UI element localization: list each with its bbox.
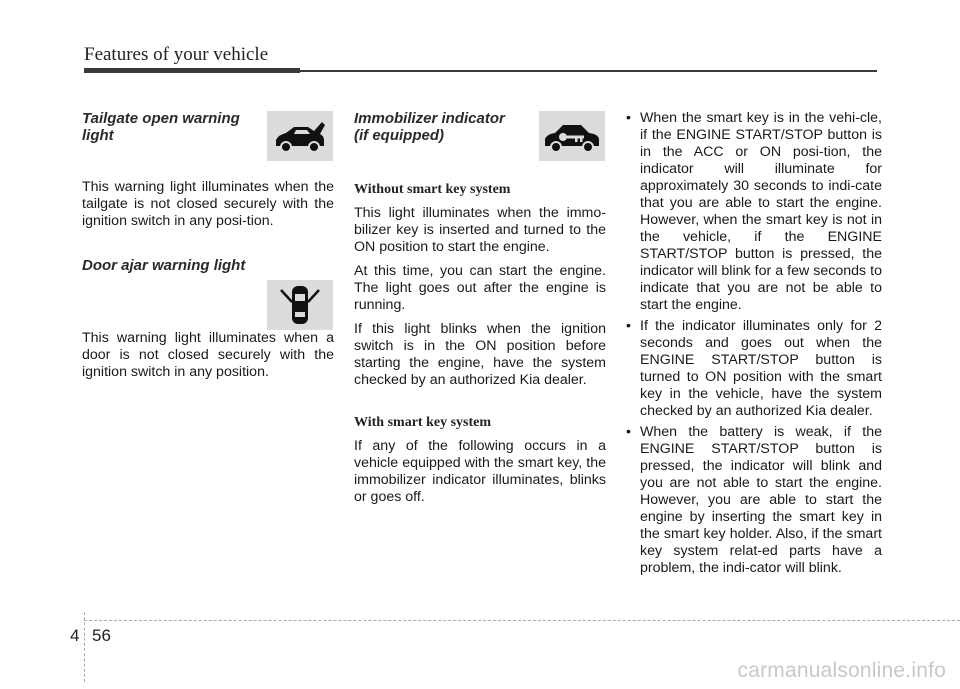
bullet-item-2: • If the indicator illuminates only for 2 seconds and goes out when the ENGINE START/STOP button is turned to ON position with the smart key in the vehicle, have the system checked by an authorized Kia dealer.	[624, 318, 882, 420]
door-ajar-icon	[267, 280, 333, 330]
footer-rule	[84, 620, 960, 621]
header-rule-thin	[300, 70, 877, 72]
watermark-text: carmanualsonline.info	[737, 659, 946, 682]
without-paragraph-3: If this light blinks when the ignition switch is in the ON position before starting the engine, have the system checked by an authorized Kia dealer.	[354, 321, 606, 388]
column-2	[354, 110, 606, 506]
with-paragraph-1: If any of the following occurs in a vehicle equipped with the smart key, the immobilizer indicator illuminates, blinks or goes off.	[354, 438, 606, 505]
immobilizer-car-key-icon	[539, 111, 605, 161]
immobilizer-heading-line2: (if equipped)	[354, 127, 444, 144]
bullet-item-3: • When the battery is weak, if the ENGINE START/STOP button is pressed, the indicator will blink and you are not able to start the engine. However, you are able to start the engine by inserting the smart key in the smart key holder. Also, if the smart key system relat-ed parts have a problem, the indi-cator will blink.	[624, 424, 882, 577]
footer-divider	[84, 612, 86, 682]
chapter-number: 4	[70, 626, 80, 645]
page-header-title: Features of your vehicle	[84, 44, 269, 65]
tailgate-text: This warning light illuminates when the tailgate is not closed securely with the ignition switch in any posi-tion.	[82, 179, 334, 229]
without-smart-key-heading: Without smart key system	[354, 182, 511, 197]
column-3	[624, 110, 882, 581]
door-text: This warning light illuminates when a door is not closed securely with the ignition switch in any position.	[82, 330, 334, 380]
tailgate-open-icon	[267, 111, 333, 161]
bullet-item-1: • When the smart key is in the vehi-cle, if the ENGINE START/STOP button is in the ACC or ON posi-tion, the indicator will illuminate for approximately 30 seconds to indi-cate that you are able to start the engine. However, when the smart key is not in the vehicle, if the ENGINE START/STOP button is pressed, the indicator will blink for a few seconds to indicate that you are not be able to start the engine.	[624, 110, 882, 314]
without-paragraph-2: At this time, you can start the engine. The light goes out after the engine is running.	[354, 263, 606, 313]
header-rule-thick	[84, 68, 300, 73]
door-heading: Door ajar warning light	[82, 257, 246, 274]
without-paragraph-1: This light illuminates when the immo-bilizer key is inserted and turned to the ON position to start the engine.	[354, 205, 606, 255]
tailgate-heading: Tailgate open warning light	[82, 110, 240, 144]
immobilizer-heading-line1: Immobilizer indicator	[354, 110, 505, 127]
with-smart-key-heading: With smart key system	[354, 415, 492, 430]
page-number: 56	[92, 626, 111, 645]
